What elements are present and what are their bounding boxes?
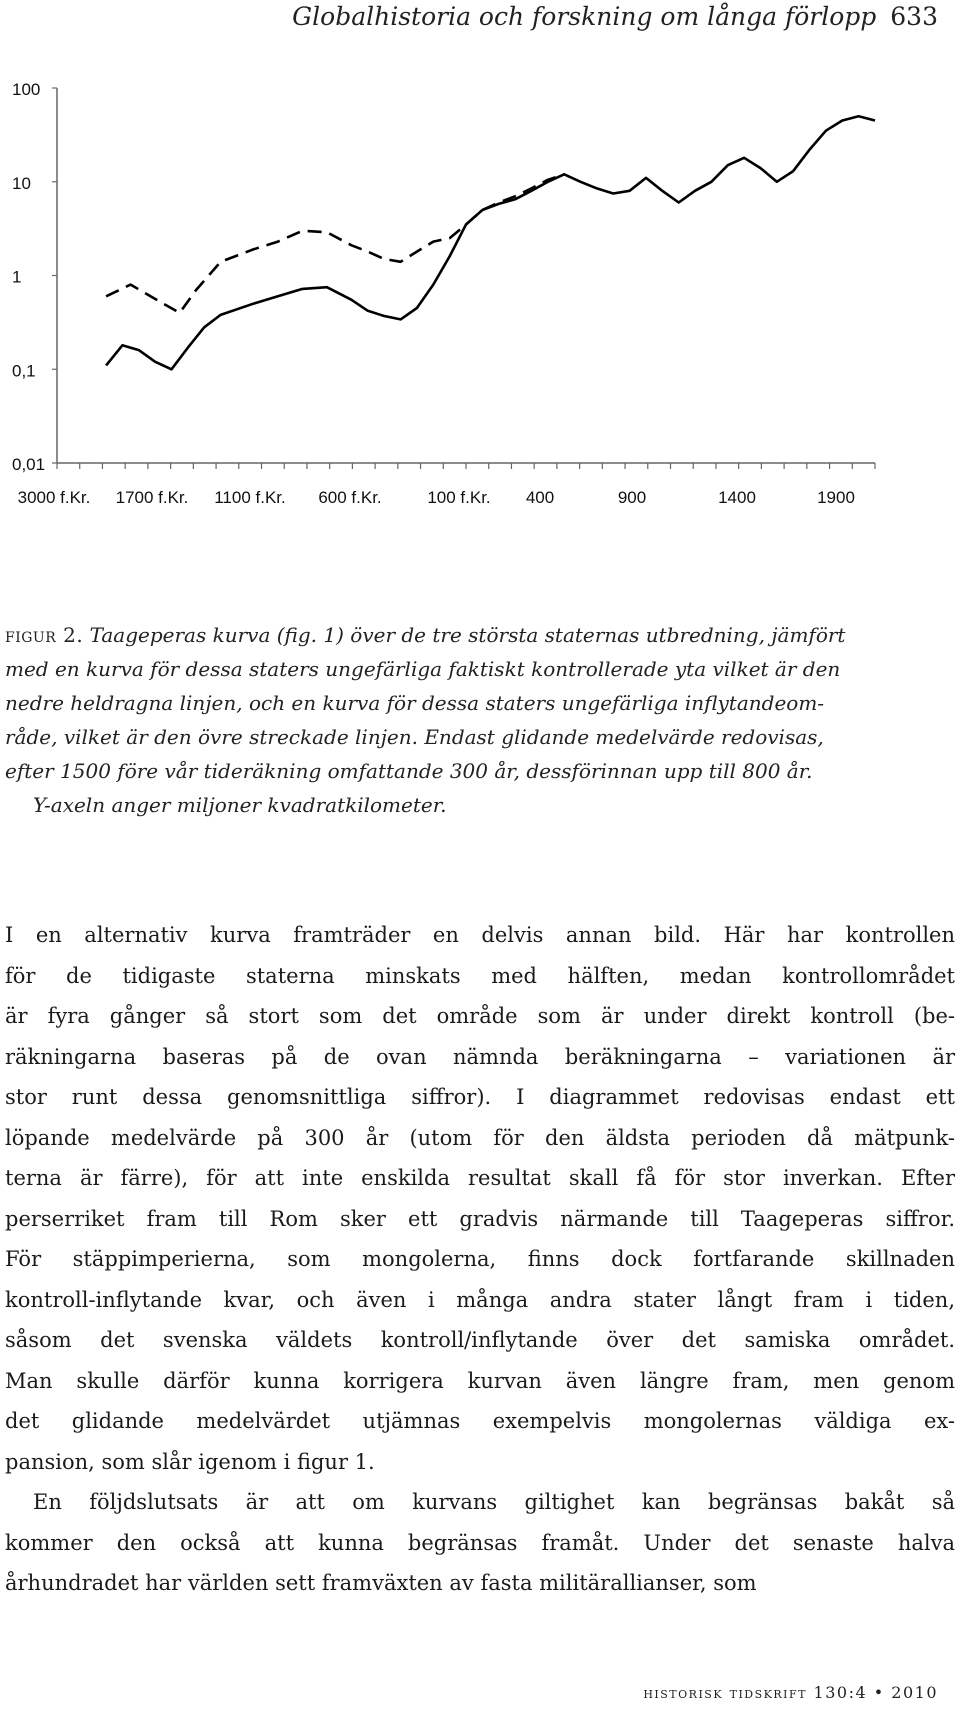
running-head-title: Globalhistoria och forskning om långa förlopp	[292, 2, 877, 31]
x-tick-label: 1400	[718, 488, 756, 507]
paragraph-1	[5, 915, 955, 1482]
text-line: kontroll-inflytande kvar, och även i många andra stater långt fram i tiden,	[5, 1287, 955, 1312]
text-line: för de tidigaste staterna minskats med hälften, medan kontrollområdet	[5, 963, 955, 988]
text-line: räkningarna baseras på de ovan nämnda beräkningarna – variationen är	[5, 1044, 955, 1069]
y-tick-label: 0,1	[12, 361, 36, 381]
y-tick-label: 10	[12, 173, 31, 193]
x-tick-label: 1700 f.Kr.	[115, 488, 189, 507]
x-tick-label: 400	[525, 488, 555, 507]
text-line: terna är färre), för att inte enskilda resultat skall få för stor inverkan. Efter	[5, 1166, 955, 1190]
figure-2-chart	[0, 70, 960, 570]
text-line: kommer den också att kunna begränsas framåt. Under det senaste halva	[5, 1530, 955, 1555]
text-line: pansion, som slår igenom i figur 1.	[5, 1449, 375, 1474]
page-number: 633	[890, 2, 938, 31]
series-lines	[106, 116, 875, 369]
control-solid-line	[106, 116, 875, 369]
caption-line: med en kurva för dessa staters ungefärliga faktiskt kontrollerade yta vilket är den	[5, 657, 841, 681]
x-axis	[18, 463, 875, 507]
text-line: För stäppimperierna, som mongolerna, finns dock fortfarande skillnaden	[5, 1247, 955, 1271]
caption-line: Y-axeln anger miljoner kvadratkilometer.	[33, 793, 447, 817]
text-line: det glidande medelvärdet utjämnas exempelvis mongolernas väldiga ex-	[5, 1409, 955, 1433]
x-tick-label: 1100 f.Kr.	[214, 488, 286, 507]
caption-text: Taageperas kurva (fig. 1) över de tre största staternas utbredning, jämfört	[89, 623, 846, 647]
text-line: är fyra gånger så stort som det område som är under direkt kontroll (be-	[5, 1004, 955, 1028]
text-line: En följdslutsats är att om kurvans giltighet kan begränsas bakåt så	[33, 1490, 955, 1514]
text-line: såsom det svenska väldets kontroll/inflytande över det samiska området.	[5, 1328, 955, 1352]
caption-line	[5, 618, 955, 652]
text-line: perserriket fram till Rom sker ett gradvis närmande till Taageperas siffror.	[5, 1206, 955, 1231]
text-line: I en alternativ kurva framträder en delvis annan bild. Här har kontrollen	[5, 923, 955, 947]
caption-line: efter 1500 före vår tideräkning omfattande 300 år, dessförinnan upp till 800 år.	[5, 759, 813, 783]
text-line: århundradet har världen sett framväxten av fasta militärallianser, som	[5, 1571, 757, 1595]
x-tick-label: 600 f.Kr.	[318, 488, 382, 507]
y-tick-label: 100	[12, 80, 41, 99]
paragraph-2	[5, 1482, 955, 1604]
x-tick-label: 100 f.Kr.	[427, 488, 491, 507]
y-tick-label: 1	[12, 267, 22, 287]
running-head	[292, 2, 938, 31]
journal-footer: historisk tidskrift 130:4 • 2010	[643, 1683, 938, 1702]
x-tick-label: 900	[617, 488, 647, 507]
body-text	[5, 915, 955, 1604]
y-axis	[12, 80, 57, 474]
text-line: stor runt dessa genomsnittliga siffror). I diagrammet redovisas endast ett	[5, 1085, 955, 1109]
x-tick-label: 1900	[817, 488, 855, 507]
text-line: Man skulle därför kunna korrigera kurvan även längre fram, men genom	[5, 1368, 955, 1393]
figure-caption	[5, 618, 955, 822]
caption-line: råde, vilket är den övre streckade linjen. Endast glidande medelvärde redovisas,	[5, 725, 824, 749]
y-tick-label: 0,01	[12, 455, 46, 474]
text-line: löpande medelvärde på 300 år (utom för den äldsta perioden då mätpunk-	[5, 1125, 955, 1150]
figure-label: figur 2.	[5, 623, 84, 647]
x-tick-label: 3000 f.Kr.	[17, 488, 91, 507]
caption-line: nedre heldragna linjen, och en kurva för dessa staters ungefärliga inflytandeom-	[5, 691, 825, 715]
